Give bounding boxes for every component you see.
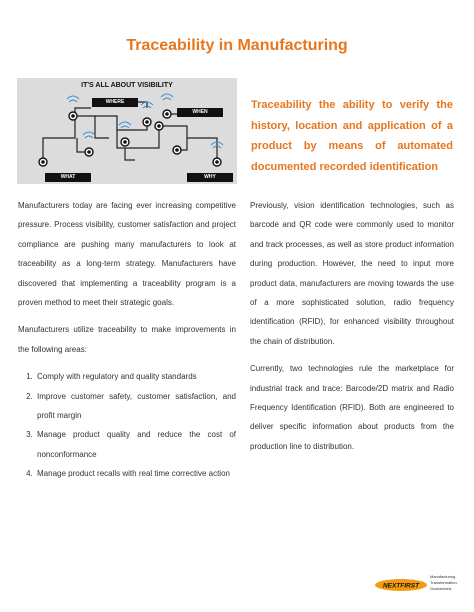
tagline-line-1: Manufacturing (430, 574, 456, 579)
callout-definition: Traceability the ability to verify the history, location and application of a product by means of automated documented recorded identification (251, 99, 453, 173)
tagline-line-3: Guaranteed. (430, 586, 453, 591)
left-paragraph-1: Manufacturers today are facing ever increasing competitive pressure. Process visibility, customer satisfaction and project compliance are pushing many manufacturers to look at traceability as a long-term strategy. Manufacturers have discovered that implementing a traceability program is a proven method to meet their strategic goals. (18, 201, 236, 308)
circuit-diagram (17, 78, 237, 184)
tagline-line-2: Transformation. (430, 580, 458, 585)
left-paragraph-2: Manufacturers utilize traceability to make improvements in the following areas: (18, 325, 236, 354)
nextfirst-logo-mark (374, 578, 428, 592)
logo-brand: NEXTFIRST (382, 582, 420, 590)
label-why: WHY (187, 173, 233, 182)
right-paragraph-1: Previously, vision identification technologies, such as barcode and QR code were commonly used to monitor and track processes, as well as store product information during production. However, the need to input more product data, manufacturers are moving towards the use of a more sophisticated solution, radio frequency identification (RFID), for enhanced visibility throughout the chain of distribution. (250, 201, 454, 346)
visibility-graphic-title: IT'S ALL ABOUT VISIBILITY (81, 82, 173, 89)
list-item: 4. Manage product recalls with real time corrective action (35, 464, 236, 483)
page-title: Traceability in Manufacturing (126, 37, 348, 54)
list-item: 2. Improve customer safety, customer satisfaction, and profit margin (35, 387, 236, 426)
left-column (18, 196, 236, 484)
right-paragraph-2: Currently, two technologies rule the marketplace for industrial track and trace: Barcode/2D matrix and Radio Frequency Identification (RFID). Both are engineered to deliver specific information about products from the production line to distribution. (250, 364, 454, 451)
label-when: WHEN (177, 108, 223, 117)
list-item: 3. Manage product quality and reduce the cost of nonconformance (35, 425, 236, 464)
nextfirst-logo (374, 573, 464, 597)
label-what: WHAT (45, 173, 91, 182)
label-where: WHERE (92, 98, 138, 107)
logo-tagline (430, 574, 458, 592)
improvement-list (18, 367, 236, 483)
visibility-graphic (17, 78, 237, 184)
right-column (250, 196, 454, 464)
list-item: 1. Comply with regulatory and quality standards (35, 367, 236, 386)
